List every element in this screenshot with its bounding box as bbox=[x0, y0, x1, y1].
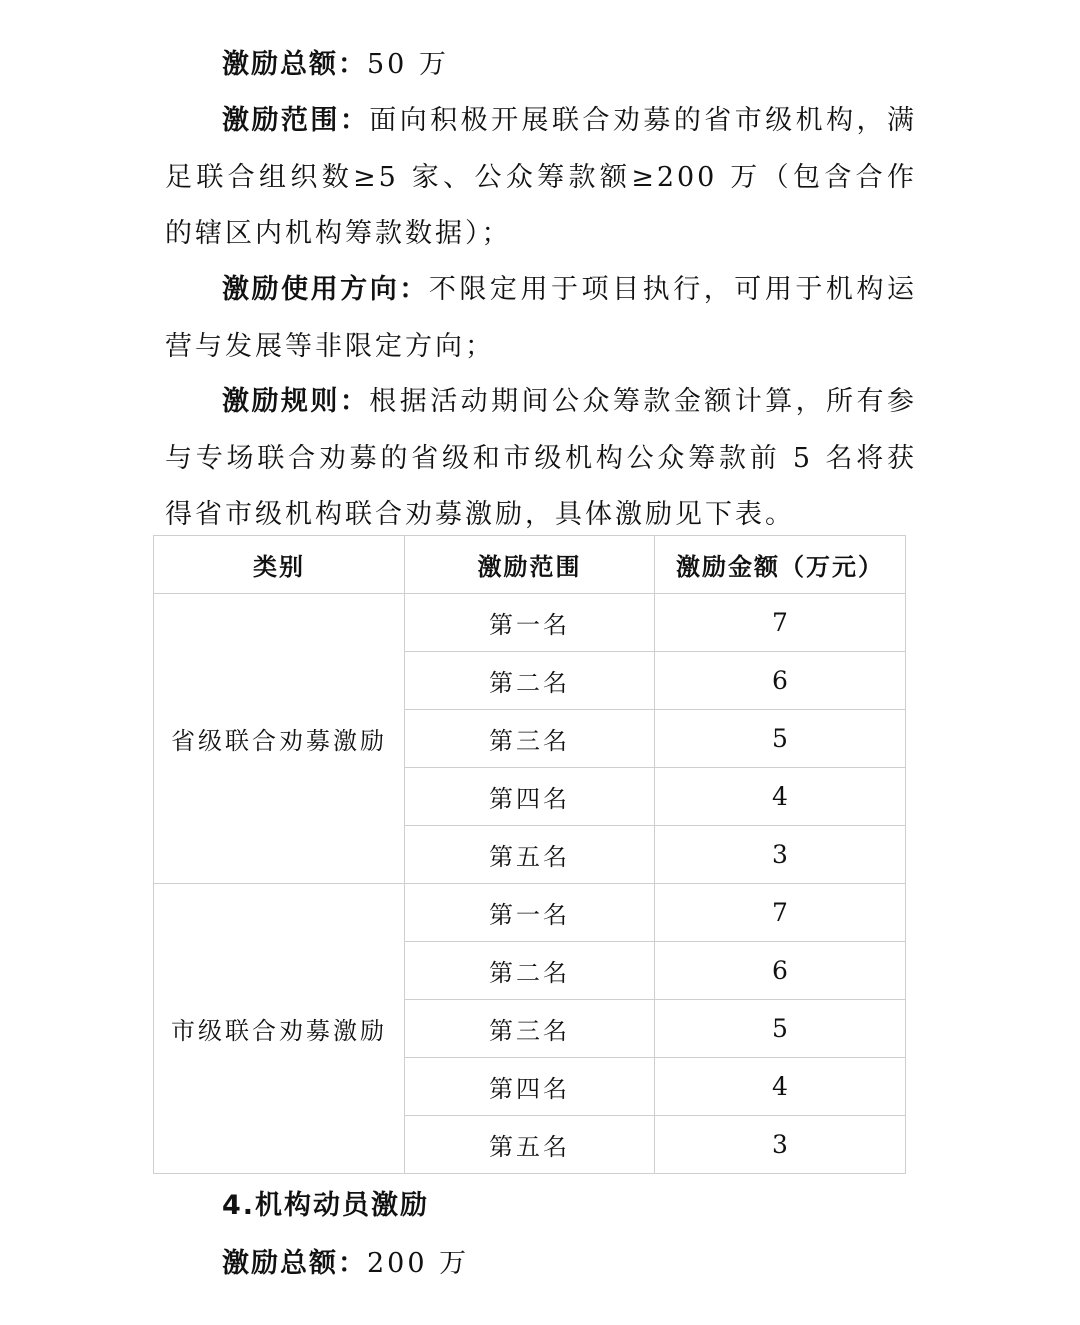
rank-cell: 第五名 bbox=[405, 826, 655, 884]
incentive-usage-label: 激励使用方向： bbox=[222, 274, 429, 305]
rank-cell: 第一名 bbox=[405, 594, 655, 652]
incentive-scope-label: 激励范围： bbox=[222, 105, 370, 136]
amount-cell: 5 bbox=[655, 710, 906, 768]
header-scope: 激励范围 bbox=[405, 536, 655, 594]
rank-cell: 第二名 bbox=[405, 652, 655, 710]
section4-heading: 4.机构动员激励 bbox=[222, 1190, 430, 1221]
amount-cell: 3 bbox=[655, 1116, 906, 1174]
incentive-scope-paragraph bbox=[165, 93, 917, 263]
rank-cell: 第四名 bbox=[405, 1058, 655, 1116]
incentive-rules-label: 激励规则： bbox=[222, 386, 370, 417]
amount-cell: 6 bbox=[655, 652, 906, 710]
amount-cell: 4 bbox=[655, 768, 906, 826]
header-amount: 激励金额（万元） bbox=[655, 536, 906, 594]
rank-cell: 第四名 bbox=[405, 768, 655, 826]
rank-cell: 第五名 bbox=[405, 1116, 655, 1174]
incentive-usage-value: 不限定用于项目执行，可用于机构运营与发展等非限定方向； bbox=[165, 274, 918, 362]
section4-total-value: 200 万 bbox=[367, 1248, 470, 1279]
rank-cell: 第三名 bbox=[405, 710, 655, 768]
rank-cell: 第三名 bbox=[405, 1000, 655, 1058]
section4-total-paragraph bbox=[165, 1236, 917, 1293]
incentive-total-paragraph bbox=[165, 37, 917, 94]
incentive-rules-value: 根据活动期间公众筹款金额计算，所有参与专场联合劝募的省级和市级机构公众筹款前 5 名将获得省市级机构联合劝募激励，具体激励见下表。 bbox=[165, 386, 918, 530]
rank-cell: 第一名 bbox=[405, 884, 655, 942]
rank-cell: 第二名 bbox=[405, 942, 655, 1000]
table-row bbox=[154, 884, 906, 942]
incentive-rules-paragraph bbox=[165, 374, 917, 544]
amount-cell: 5 bbox=[655, 1000, 906, 1058]
incentive-usage-paragraph bbox=[165, 262, 917, 375]
table-row bbox=[154, 594, 906, 652]
table-header-row bbox=[154, 536, 906, 594]
amount-cell: 7 bbox=[655, 884, 906, 942]
header-category: 类别 bbox=[154, 536, 405, 594]
amount-cell: 4 bbox=[655, 1058, 906, 1116]
amount-cell: 3 bbox=[655, 826, 906, 884]
section4-total-label: 激励总额： bbox=[222, 1248, 367, 1279]
amount-cell: 7 bbox=[655, 594, 906, 652]
incentive-scope-value: 面向积极开展联合劝募的省市级机构，满足联合组织数≥5 家、公众筹款额≥200 万（包含合作的辖区内机构筹款数据）； bbox=[165, 105, 918, 249]
amount-cell: 6 bbox=[655, 942, 906, 1000]
incentive-total-value: 50 万 bbox=[367, 49, 449, 80]
category-municipal: 市级联合劝募激励 bbox=[154, 884, 405, 1174]
incentive-table bbox=[153, 535, 906, 1174]
incentive-total-label: 激励总额： bbox=[222, 49, 367, 80]
category-provincial: 省级联合劝募激励 bbox=[154, 594, 405, 884]
